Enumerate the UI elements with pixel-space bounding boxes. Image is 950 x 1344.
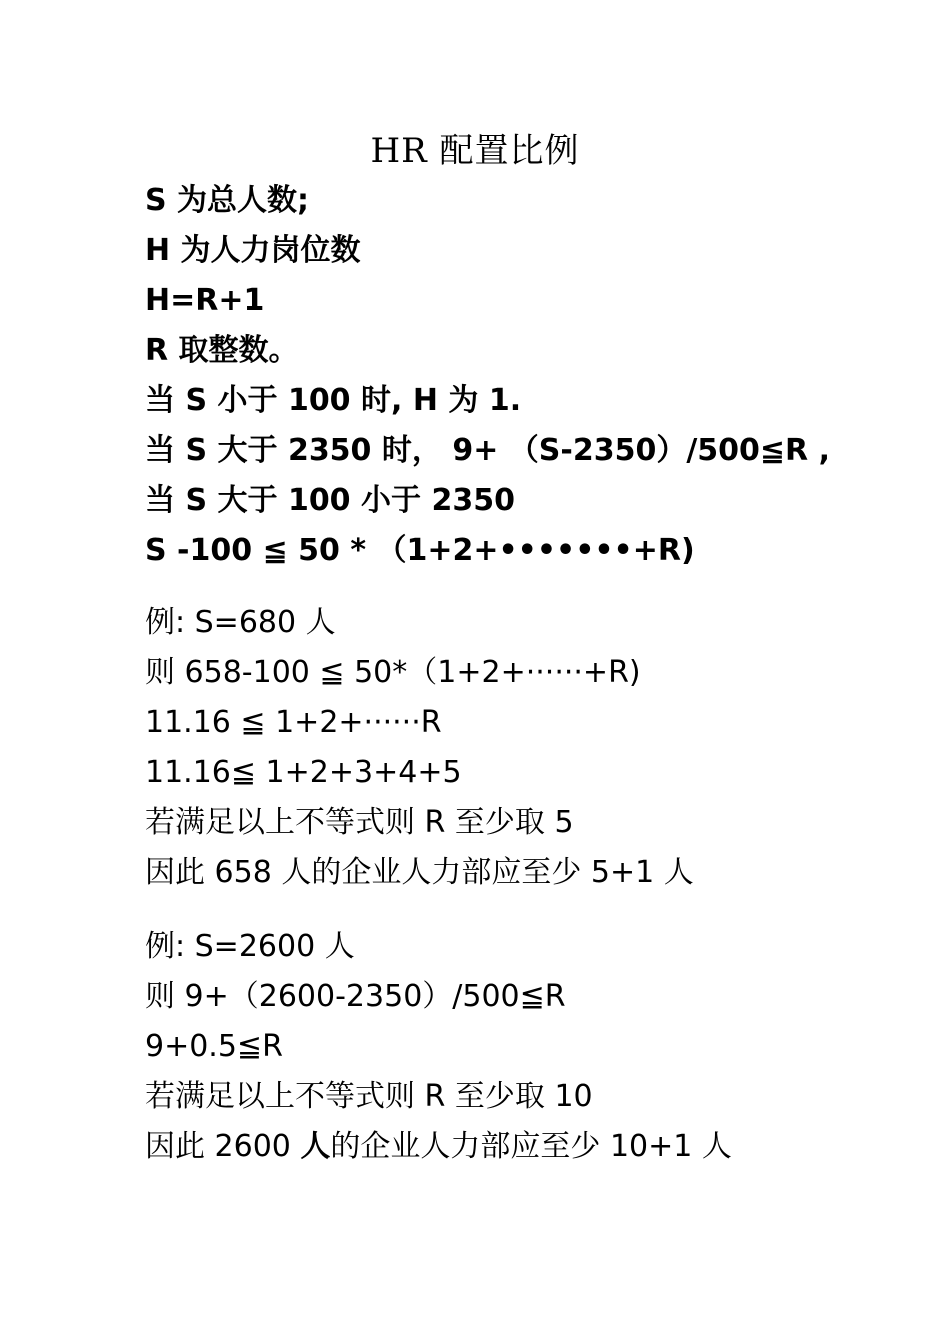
example-line: 则 9+（2600-2350）/500≦R	[145, 979, 566, 1014]
example-line: 因此 658 人的企业人力部应至少 5+1 人	[145, 855, 694, 890]
definition-line: 当 S 大于 100 小于 2350	[145, 483, 515, 518]
conclusion-suffix: 的企业人力部应至少 10+1 人	[330, 1129, 732, 1164]
document-title: HR 配置比例	[370, 131, 580, 171]
definition-line: 当 S 大于 2350 时， 9+ （S-2350）/500≦R ,	[145, 433, 830, 468]
example-line: 例: S=2600 人	[145, 929, 355, 964]
definition-line: H 为人力岗位数	[145, 233, 361, 268]
example-line: 若满足以上不等式则 R 至少取 5	[145, 805, 574, 840]
example-1-section	[145, 598, 905, 898]
example-line: 则 658-100 ≦ 50*（1+2+······+R)	[145, 655, 641, 690]
conclusion-emphasis: 人	[300, 1129, 331, 1164]
example-line: 11.16≦ 1+2+3+4+5	[145, 755, 462, 790]
example-line: 9+0.5≦R	[145, 1029, 283, 1064]
example-line: 11.16 ≦ 1+2+······R	[145, 705, 442, 740]
example-line: 若满足以上不等式则 R 至少取 10	[145, 1079, 593, 1114]
definition-line: 当 S 小于 100 时, H 为 1.	[145, 383, 522, 418]
definition-line: S -100 ≦ 50 * （1+2+•••••••+R)	[145, 533, 695, 568]
example-line: 例: S=680 人	[145, 605, 336, 640]
example-conclusion-line	[145, 1122, 905, 1172]
definition-line: H=R+1	[145, 283, 265, 318]
definitions-section	[145, 176, 905, 576]
example-2-section	[145, 922, 905, 1172]
definition-line: R 取整数。	[145, 333, 299, 368]
definition-line: S 为总人数;	[145, 183, 310, 218]
conclusion-prefix: 因此 2600	[145, 1129, 301, 1164]
